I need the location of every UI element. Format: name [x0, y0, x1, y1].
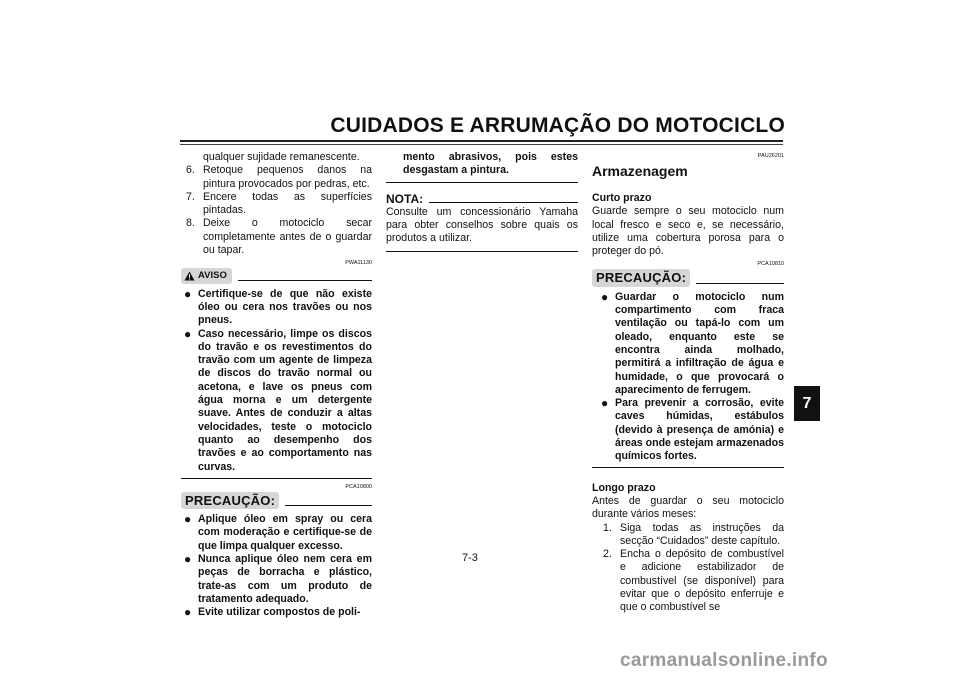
caution-badge: PRECAUÇÃO:	[592, 269, 690, 286]
chapter-tab: 7	[794, 386, 820, 421]
warning-triangle-icon	[184, 271, 195, 281]
section-title: Armazenagem	[592, 163, 688, 179]
list-item: ● Nunca aplique óleo nem cera em peças de borracha e plástico, trate-as com um produto de tratamento adequado.	[181, 553, 372, 606]
long-term-title: Longo prazo	[592, 481, 656, 494]
page-title: CUIDADOS E ARRUMAÇÃO DO MOTOCICLO	[330, 114, 785, 137]
continued-text: qualquer sujidade remanescente.	[203, 151, 360, 163]
page-number: 7-3	[462, 552, 478, 564]
short-term-text: Guarde sempre o seu motociclo num local fresco e seco e, se necessário, utilize uma cobertura porosa para o proteger do pó.	[592, 205, 784, 258]
caution-code: PCA10810	[757, 261, 784, 268]
note-header	[386, 193, 578, 206]
warning-code: PWA11130	[345, 260, 372, 267]
caution-code: PCA10800	[345, 483, 372, 490]
list-item: ● Aplique óleo em spray ou cera com moderação e certifique-se de que limpa qualquer excesso.	[181, 513, 372, 553]
title-rule-thin	[180, 144, 783, 145]
bullet-icon: ●	[184, 512, 192, 527]
bullet-icon: ●	[184, 286, 192, 301]
note-end-rule	[386, 251, 578, 252]
warning-list	[181, 288, 372, 474]
list-item: ● Guardar o motociclo num compartimento com fraca ventilação ou tapá-lo com um oleado, enquanto este se encontra ainda molhado, permitirá a infiltração de água e humidade, o que provocará o aparecimento de ferrugem.	[598, 291, 784, 397]
title-rule	[180, 140, 783, 142]
long-term-text: Antes de guardar o seu motociclo durante vários meses:	[592, 494, 784, 521]
bullet-icon: ●	[601, 289, 609, 304]
caution-list	[181, 513, 372, 619]
warning-end-rule	[181, 478, 372, 479]
bullet-icon: ●	[184, 605, 192, 620]
note-text: Consulte um concessionário Yamaha para obter conselhos sobre quais os produtos a utilizar.	[386, 205, 578, 245]
caution-continued: mento abrasivos, pois estes desgastam a pintura.	[403, 151, 578, 177]
bullet-icon: ●	[184, 552, 192, 567]
steps-list	[181, 164, 372, 257]
list-item: 6. Retoque pequenos danos na pintura provocados por pedras, etc.	[186, 164, 372, 190]
short-term-title: Curto prazo	[592, 192, 652, 204]
column-2	[386, 151, 578, 252]
list-item: ● Caso necessário, limpe os discos do travão e os revestimentos do travão com um agente de limpeza de discos do travão normal ou acetona, e lave os pneus com água morna e um detergente suave. Antes de conduzir a altas velocidades, teste o motociclo quanto ao desempenho dos travões e ao comportamento nas curvas.	[181, 328, 372, 474]
column-3	[592, 151, 784, 615]
warning-badge: AVISO	[181, 268, 232, 283]
warning-header	[181, 268, 372, 283]
list-item: 1. Siga todas as instruções da secção “Cuidados” deste capítulo.	[603, 521, 784, 547]
caution-end-rule	[592, 467, 784, 468]
long-term-steps	[592, 522, 784, 615]
column-1	[181, 151, 372, 620]
bullet-icon: ●	[184, 326, 192, 341]
caution-end-rule	[386, 182, 578, 183]
list-item: 2. Encha o depósito de combustível e adicione estabilizador de combustível (se disponível) para evitar que o depósito enferruje e que o combustível se	[603, 548, 784, 614]
caution-list	[592, 291, 784, 464]
caution-badge: PRECAUÇÃO:	[181, 492, 279, 509]
caution-header	[592, 269, 784, 286]
list-item: 7. Encere todas as superfícies pintadas.	[186, 190, 372, 217]
list-item: ● Certifique-se de que não existe óleo ou cera nos travões ou nos pneus.	[181, 288, 372, 328]
section-code: PAU26201	[757, 153, 784, 159]
list-item: ● Evite utilizar compostos de poli-	[181, 606, 372, 619]
bullet-icon: ●	[601, 396, 609, 411]
watermark: carmanualsonline.info	[620, 650, 828, 671]
note-label: NOTA:	[386, 191, 424, 206]
caution-header	[181, 492, 372, 509]
list-item: ● Para prevenir a corrosão, evite caves húmidas, estábulos (devido à presença de amónia) e áreas onde estejam armazenados químicos fortes.	[598, 397, 784, 463]
list-item: 8. Deixe o motociclo secar completamente antes de o guardar ou tapar.	[186, 217, 372, 257]
